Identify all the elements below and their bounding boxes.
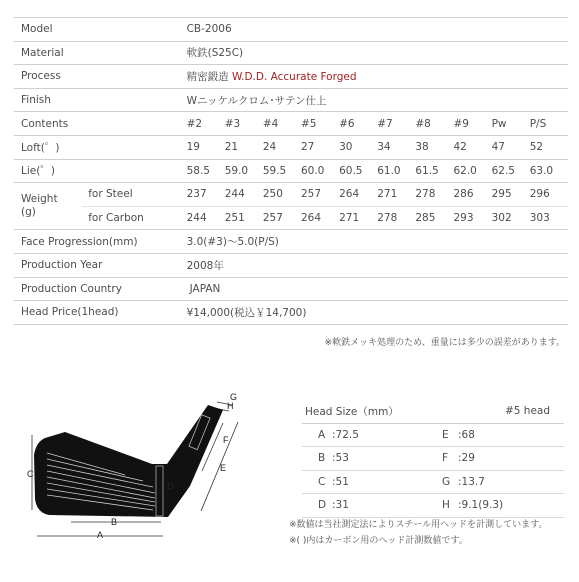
contents-cell: #4: [263, 112, 301, 136]
spec-row-weight-carbon: [14, 206, 568, 230]
steel-cell: 257: [301, 183, 339, 207]
steel-cell: 278: [415, 183, 453, 207]
dim-value: :53: [332, 447, 442, 471]
dim-letter: G: [442, 470, 458, 494]
label-c: C: [27, 469, 34, 479]
process-method: 精密鍛造: [186, 70, 232, 83]
spec-label: Head Price(1head): [14, 301, 187, 325]
spec-row-face-progression: [14, 230, 568, 254]
spec-row-process: [14, 65, 568, 89]
club-head-diagram: [27, 385, 267, 550]
head-size-header: [302, 400, 564, 423]
steel-cell: 250: [263, 183, 301, 207]
spec-value: 3.0(#3)～5.0(P/S): [187, 230, 568, 254]
weight-carbon-label: for Carbon: [82, 206, 186, 230]
lie-cell: 61.5: [415, 159, 453, 183]
dim-value: :51: [332, 470, 442, 494]
carbon-cell: 251: [225, 206, 263, 230]
label-d: D: [167, 481, 174, 491]
steel-cell: 296: [530, 183, 568, 207]
lie-cell: 63.0: [530, 159, 568, 183]
spec-row-material: [14, 41, 568, 65]
lie-cell: 61.0: [377, 159, 415, 183]
spec-row-model: [14, 18, 568, 42]
spec-row-production-country: [14, 277, 568, 301]
spec-value: ¥14,000(税込￥14,700): [187, 301, 568, 325]
spec-label: Material: [14, 41, 187, 65]
carbon-cell: 293: [453, 206, 491, 230]
dim-letter: D: [302, 494, 332, 518]
dim-letter: E: [442, 423, 458, 447]
spec-label: Face Progression(mm): [14, 230, 187, 254]
measurement-notes: [289, 517, 547, 549]
steel-cell: 264: [339, 183, 377, 207]
spec-label: Loft(゜): [14, 135, 187, 159]
label-h: H: [227, 401, 234, 411]
lie-cell: 59.5: [263, 159, 301, 183]
contents-cell: P/S: [530, 112, 568, 136]
loft-cell: 52: [530, 135, 568, 159]
process-brand: W.D.D. Accurate Forged: [231, 70, 357, 83]
loft-cell: 30: [339, 135, 377, 159]
head-size-table: [302, 400, 564, 518]
label-g: G: [230, 392, 238, 402]
loft-cell: 21: [225, 135, 263, 159]
spec-value: Wニッケルクロム･サテン仕上: [187, 88, 568, 112]
contents-cell: Pw: [492, 112, 530, 136]
ferrule-band: [156, 466, 163, 516]
spec-row-lie: [14, 159, 568, 183]
dim-letter: B: [302, 447, 332, 471]
loft-cell: 47: [492, 135, 530, 159]
dim-value: :29: [458, 447, 564, 471]
contents-cell: #2: [187, 112, 225, 136]
spec-value: JAPAN: [187, 277, 568, 301]
spec-label: Contents: [14, 112, 187, 136]
carbon-cell: 244: [187, 206, 225, 230]
contents-cell: #3: [225, 112, 263, 136]
spec-value: 軟鉄(S25C): [187, 41, 568, 65]
carbon-cell: 278: [377, 206, 415, 230]
spec-label: Process: [14, 65, 187, 89]
loft-cell: 27: [301, 135, 339, 159]
dim-value: :31: [332, 494, 442, 518]
dim-value: :68: [458, 423, 564, 447]
spec-table: [14, 17, 568, 325]
spec-row-finish: [14, 88, 568, 112]
spec-row-production-year: [14, 253, 568, 277]
spec-value: CB-2006: [187, 18, 568, 42]
loft-cell: 19: [187, 135, 225, 159]
dim-letter: F: [442, 447, 458, 471]
carbon-cell: 257: [263, 206, 301, 230]
spec-value: 2008年: [187, 253, 568, 277]
weight-label: [14, 183, 82, 230]
spec-value: [187, 65, 568, 89]
carbon-cell: 303: [530, 206, 568, 230]
spec-row-head-price: [14, 301, 568, 325]
spec-row-contents: [14, 112, 568, 136]
measurement-note: ※数値は当社測定法によりスチール用ヘッドを計測しています。: [289, 520, 548, 530]
dim-value: :13.7: [458, 470, 564, 494]
lie-cell: 60.5: [339, 159, 377, 183]
dim-value: :72.5: [332, 423, 442, 447]
contents-cell: #7: [377, 112, 415, 136]
dim-letter: C: [302, 470, 332, 494]
dim-row: [302, 470, 564, 494]
contents-cell: #8: [415, 112, 453, 136]
carbon-cell: 302: [492, 206, 530, 230]
steel-cell: 271: [377, 183, 415, 207]
label-f: F: [223, 435, 229, 445]
lie-cell: 62.5: [492, 159, 530, 183]
dim-row: [302, 494, 564, 518]
contents-cell: #9: [453, 112, 491, 136]
carbon-cell: 271: [339, 206, 377, 230]
lie-cell: 62.0: [453, 159, 491, 183]
weight-tolerance-note: ※軟鉄メッキ処理のため、重量には多少の誤差があります。: [324, 338, 565, 348]
loft-cell: 34: [377, 135, 415, 159]
spec-label: Finish: [14, 88, 187, 112]
contents-cell: #5: [301, 112, 339, 136]
head-size-title: Head Size（mm）: [302, 400, 442, 423]
steel-cell: 244: [225, 183, 263, 207]
spec-row-loft: [14, 135, 568, 159]
contents-cell: #6: [339, 112, 377, 136]
lie-cell: 60.0: [301, 159, 339, 183]
dim-row: [302, 423, 564, 447]
loft-cell: 42: [453, 135, 491, 159]
steel-cell: 237: [187, 183, 225, 207]
spec-label: Production Country: [14, 277, 187, 301]
label-a: A: [97, 530, 104, 540]
carbon-cell: 285: [415, 206, 453, 230]
lie-cell: 58.5: [187, 159, 225, 183]
club-head-shape: [34, 405, 223, 517]
weight-label-text: Weight: [21, 193, 58, 206]
measurement-note: ※( )内はカーボン用のヘッド計測数値です。: [289, 536, 468, 546]
spec-label: Lie(゜): [14, 159, 187, 183]
spec-row-weight-steel: [14, 183, 568, 207]
spec-label: Model: [14, 18, 187, 42]
spec-label: Production Year: [14, 253, 187, 277]
steel-cell: 286: [453, 183, 491, 207]
steel-cell: 295: [492, 183, 530, 207]
weight-steel-label: for Steel: [82, 183, 186, 207]
loft-cell: 38: [415, 135, 453, 159]
label-b: B: [111, 517, 118, 527]
dim-letter: H: [442, 494, 458, 518]
label-e: E: [220, 463, 227, 473]
lie-cell: 59.0: [225, 159, 263, 183]
dim-letter: A: [302, 423, 332, 447]
head-size-head: #5 head: [442, 400, 564, 423]
dim-row: [302, 447, 564, 471]
weight-unit: (g): [21, 206, 36, 219]
loft-cell: 24: [263, 135, 301, 159]
dim-value: :9.1(9.3): [458, 494, 564, 518]
carbon-cell: 264: [301, 206, 339, 230]
